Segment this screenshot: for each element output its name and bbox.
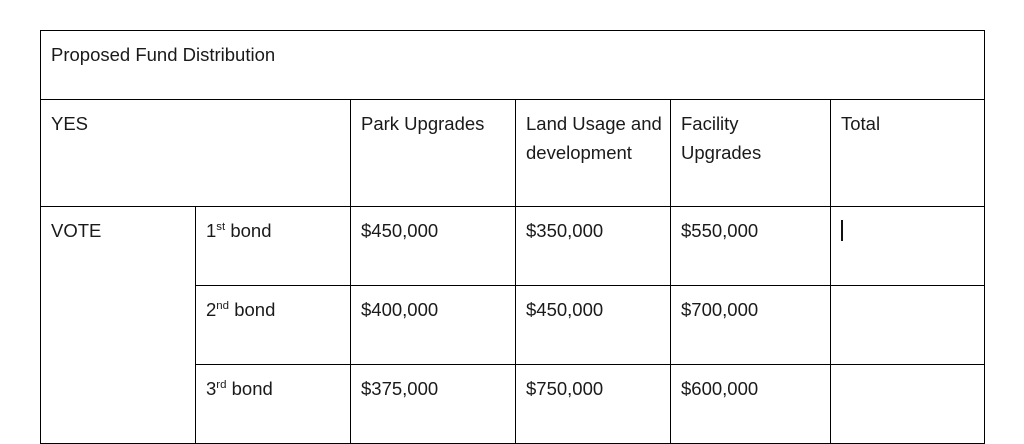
bond-ordinal-2: nd: [216, 299, 230, 312]
table-row: [41, 207, 985, 286]
value-park-upgrades-1: $450,000: [361, 220, 439, 241]
cell-park-upgrades-1: [351, 207, 516, 286]
value-land-usage-3: $750,000: [526, 378, 604, 399]
bond-ordinal-1: st: [216, 220, 226, 233]
value-facility-upgrades-3: $600,000: [681, 378, 759, 399]
cell-park-upgrades-3: [351, 365, 516, 444]
table-title-cell: [41, 31, 985, 100]
cell-bond-label-3: [196, 365, 351, 444]
bond-ordinal-3: rd: [216, 378, 227, 391]
header-cell-park-upgrades: [351, 100, 516, 207]
cell-land-usage-1: [516, 207, 671, 286]
table-header-row: [41, 100, 985, 207]
fund-distribution-table: [40, 30, 985, 444]
cell-facility-upgrades-2: [671, 286, 831, 365]
text-cursor-caret: [841, 220, 843, 241]
value-land-usage-1: $350,000: [526, 220, 604, 241]
cell-total-2[interactable]: [831, 286, 985, 365]
cell-facility-upgrades-1: [671, 207, 831, 286]
cell-facility-upgrades-3: [671, 365, 831, 444]
header-cell-facility-upgrades: [671, 100, 831, 207]
document-body: [40, 30, 984, 444]
header-cell-land-usage: [516, 100, 671, 207]
cell-bond-label-2: [196, 286, 351, 365]
value-park-upgrades-3: $375,000: [361, 378, 439, 399]
header-label-total: Total: [841, 113, 881, 134]
value-facility-upgrades-1: $550,000: [681, 220, 759, 241]
bond-number-2: 2: [206, 299, 217, 320]
value-facility-upgrades-2: $700,000: [681, 299, 759, 320]
header-cell-yes: [41, 100, 351, 207]
header-cell-total: [831, 100, 985, 207]
header-label-yes: YES: [51, 113, 89, 134]
bond-suffix-1: bond: [225, 220, 272, 241]
bond-suffix-3: bond: [226, 378, 273, 399]
header-label-facility-upgrades: Facility Upgrades: [681, 113, 762, 163]
cell-land-usage-2: [516, 286, 671, 365]
table-title: Proposed Fund Distribution: [51, 44, 276, 65]
header-label-park-upgrades: Park Upgrades: [361, 113, 485, 134]
cell-park-upgrades-2: [351, 286, 516, 365]
value-park-upgrades-2: $400,000: [361, 299, 439, 320]
header-label-land-usage: Land Usage and development: [526, 113, 662, 163]
table-title-row: [41, 31, 985, 100]
cell-total-1[interactable]: [831, 207, 985, 286]
value-land-usage-2: $450,000: [526, 299, 604, 320]
cell-bond-label-1: [196, 207, 351, 286]
cell-land-usage-3: [516, 365, 671, 444]
bond-suffix-2: bond: [229, 299, 276, 320]
bond-number-1: 1: [206, 220, 217, 241]
row-group-label-vote: [41, 207, 196, 444]
bond-number-3: 3: [206, 378, 217, 399]
cell-total-3[interactable]: [831, 365, 985, 444]
row-group-label-text: VOTE: [51, 220, 102, 241]
